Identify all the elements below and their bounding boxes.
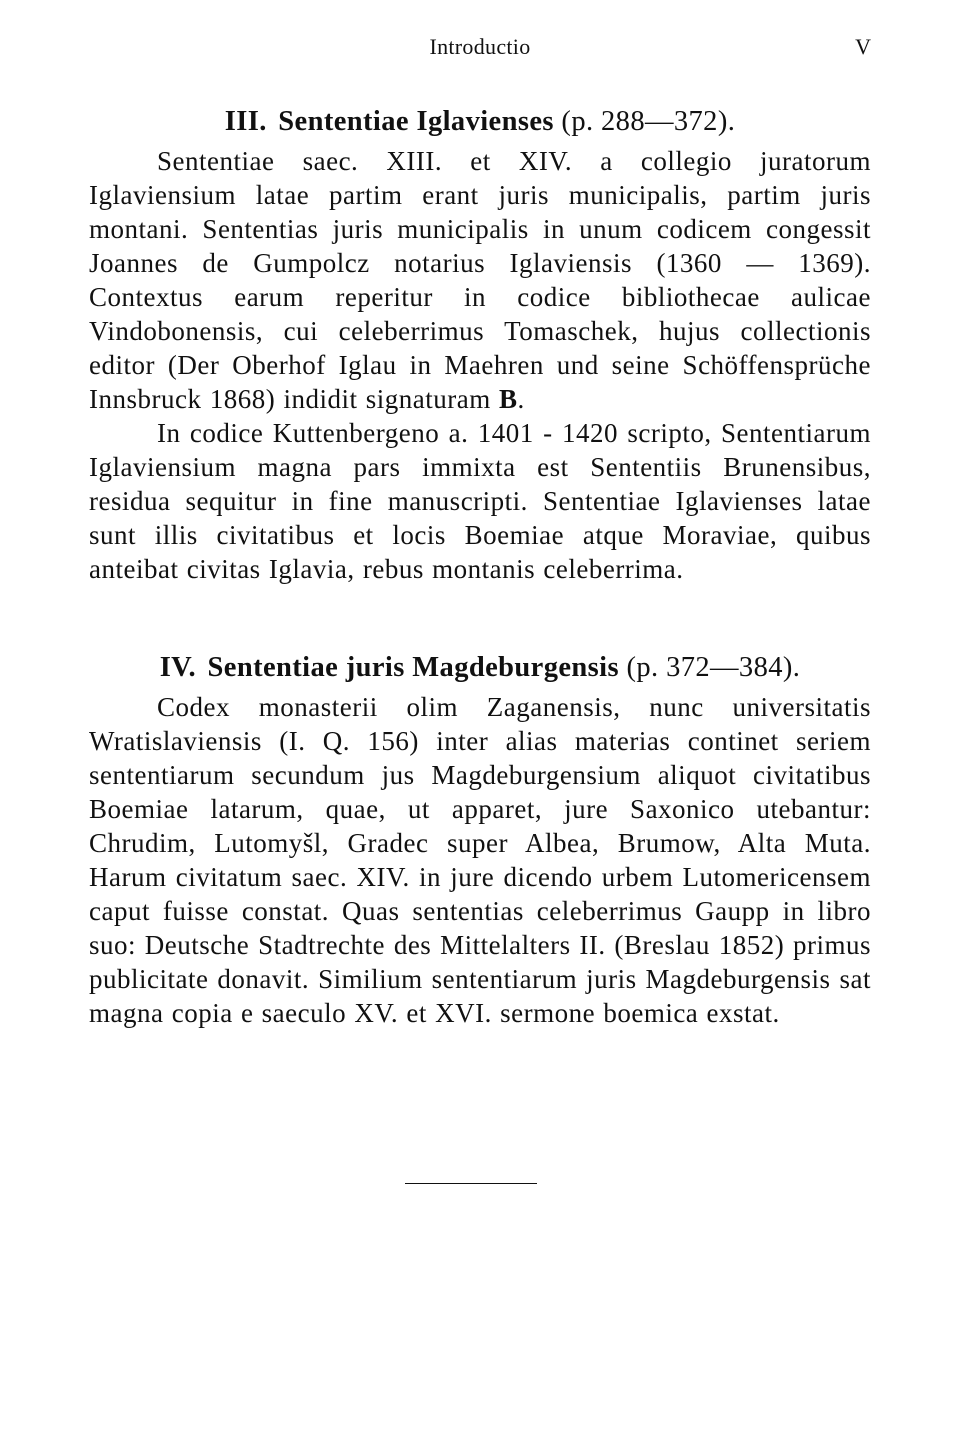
section-iv-number: IV. [159, 652, 197, 683]
section-iv-title: Sententiae juris Magdeburgensis [207, 652, 619, 683]
section-iii-page-range: (p. 288—372). [561, 106, 736, 137]
section-iii-paragraph-1-end: . [517, 384, 525, 414]
running-head [89, 34, 871, 64]
section-iii [89, 104, 871, 586]
section-iii-heading [89, 104, 871, 140]
section-iii-paragraph-1 [89, 144, 871, 416]
manuscript-siglum: B [498, 384, 518, 414]
section-iii-paragraph-2: In codice Kuttenbergeno a. 1401 - 1420 scripto, Sententiarum Iglaviensium magna pars immixta est Sententiis Brunensibus, residua sequitur in fine manuscripti. Sententiae Iglavienses latae sunt illis civitatibus et locis Boemiae atque Moraviae, quibus anteibat civitas Iglavia, rebus montanis celeberrima. [89, 418, 871, 584]
end-rule-divider [405, 1183, 537, 1184]
section-iii-number: III. [224, 106, 267, 137]
section-iv-page-range: (p. 372—384). [626, 652, 801, 683]
book-page [89, 0, 871, 1444]
section-iii-title: Sententiae Iglavienses [278, 106, 554, 137]
section-iv-paragraph-1: Codex monasterii olim Zaganensis, nunc universitatis Wratislaviensis (I. Q. 156) inter alias materias continet seriem sententiarum secundum jus Magdeburgensium aliquot civitatibus Boemiae latarum, quae, ut apparet, jure Saxonico utebantur: Chrudim, Lutomyšl, Gradec super Albea, Brumow, Alta Muta. Harum civitatum saec. XIV. in jure dicendo urbem Lutomericensem caput fuisse constat. Quas sententias celeberrimus Gaupp in libro suo: Deutsche Stadtrechte des Mittelalters II. (Breslau 1852) primus publicitate donavit. Similium sententiarum juris Magdeburgensis sat magna copia e saeculo XV. et XVI. sermone boemica exstat. [89, 692, 871, 1028]
section-iii-paragraph-1-text: Sententiae saec. XIII. et XIV. a collegio juratorum Iglaviensium latae partim erant juris municipalis, partim juris montani. Sententias juris municipalis in unum codicem congessit Joannes de Gumpolcz notarius Iglaviensis (1360 — 1369). Contextus earum reperitur in codice bibliothecae aulicae Vindobonensis, cui celeberrimus Tomaschek, hujus collectionis editor (Der Oberhof Iglau in Maehren und seine Schöffensprüche Innsbruck 1868) indidit signaturam [89, 146, 871, 414]
section-iv-heading [89, 650, 871, 686]
running-title: Introductio [429, 34, 531, 59]
page-number: V [855, 34, 871, 59]
section-iv [89, 650, 871, 1030]
